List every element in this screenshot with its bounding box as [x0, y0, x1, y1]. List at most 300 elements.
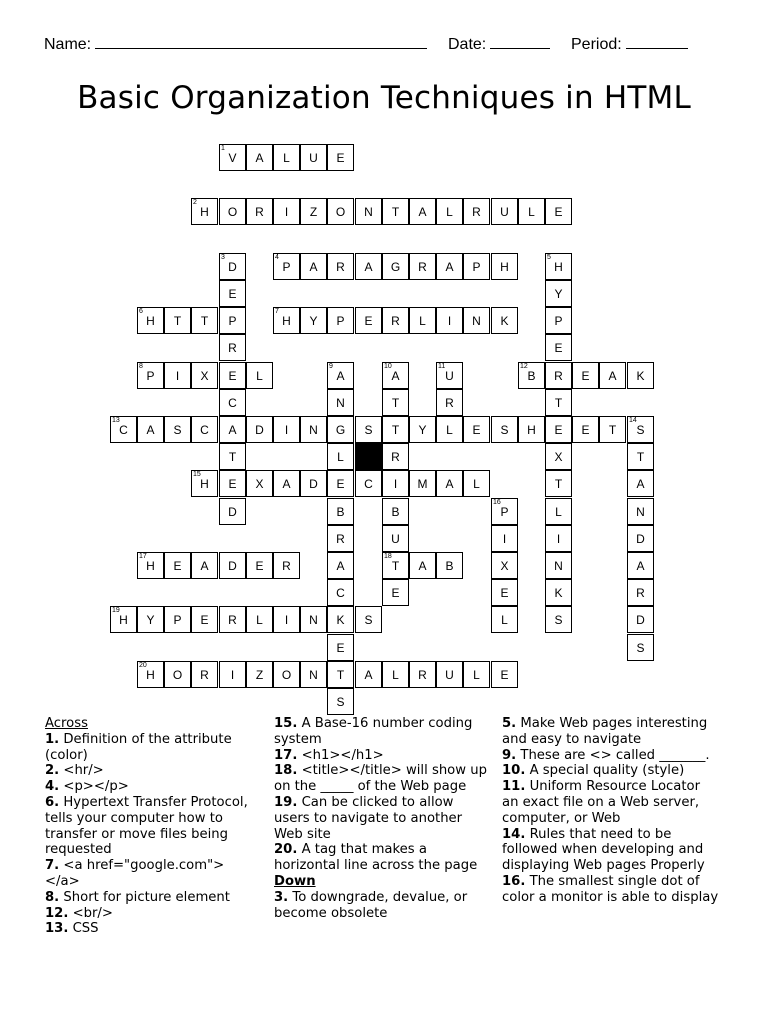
clue-number: 7	[275, 308, 279, 315]
grid-cell[interactable]	[219, 198, 246, 225]
cell-letter: R	[336, 531, 345, 546]
grid-cell[interactable]	[409, 307, 436, 334]
cell-letter: A	[200, 558, 209, 573]
grid-cell[interactable]	[436, 362, 463, 389]
cell-letter: N	[309, 612, 318, 627]
grid-cell[interactable]	[137, 606, 164, 633]
clue-number-label: 4.	[45, 779, 60, 795]
grid-cell[interactable]	[463, 661, 490, 688]
clue-text: The smallest single dot of color a monitor is able to display	[502, 873, 719, 905]
grid-cell[interactable]	[545, 389, 572, 416]
grid-cell[interactable]	[327, 579, 354, 606]
grid-cell[interactable]	[545, 416, 572, 443]
clue-text: <h1></h1>	[301, 747, 384, 763]
grid-cell[interactable]	[382, 443, 409, 470]
grid-cell[interactable]	[327, 443, 354, 470]
clue-number: 13	[112, 417, 120, 424]
grid-cell[interactable]	[219, 606, 246, 633]
grid-cell[interactable]	[545, 362, 572, 389]
cell-letter: C	[228, 395, 237, 410]
grid-cell[interactable]	[627, 470, 654, 497]
grid-cell[interactable]	[327, 606, 354, 633]
grid-cell[interactable]	[382, 579, 409, 606]
grid-cell[interactable]	[436, 416, 463, 443]
grid-cell[interactable]	[355, 470, 382, 497]
grid-cell[interactable]	[409, 253, 436, 280]
cell-letter: E	[228, 476, 237, 491]
clue-number-label: 6.	[45, 794, 60, 810]
clue-number-label: 2.	[45, 763, 60, 779]
cell-letter: E	[173, 558, 182, 573]
clue-number-label: 8.	[45, 889, 60, 905]
clue-text: A special quality (style)	[529, 763, 685, 779]
grid-cell[interactable]	[327, 661, 354, 688]
cell-letter: H	[500, 259, 509, 274]
clue-item	[274, 795, 492, 842]
grid-cell[interactable]	[137, 552, 164, 579]
cell-letter: N	[336, 395, 345, 410]
grid-cell[interactable]	[273, 416, 300, 443]
cell-letter: H	[554, 259, 563, 274]
cell-letter: N	[636, 504, 645, 519]
grid-cell[interactable]	[382, 498, 409, 525]
cell-letter: E	[364, 313, 373, 328]
cell-letter: S	[173, 422, 182, 437]
clue-text: These are <> called _______.	[520, 747, 710, 763]
grid-cell[interactable]	[191, 362, 218, 389]
grid-cell[interactable]	[137, 416, 164, 443]
cell-letter: I	[393, 476, 398, 491]
cell-letter: S	[336, 694, 345, 709]
grid-cell[interactable]	[327, 688, 354, 715]
grid-cell[interactable]	[545, 307, 572, 334]
grid-cell[interactable]	[327, 362, 354, 389]
cell-letter: Z	[309, 204, 318, 219]
grid-cell[interactable]	[436, 198, 463, 225]
cell-letter: K	[554, 585, 563, 600]
cell-letter: A	[418, 558, 427, 573]
grid-cell[interactable]	[273, 144, 300, 171]
cell-letter: H	[200, 204, 209, 219]
clue-number: 19	[112, 607, 120, 614]
clue-number: 18	[384, 553, 392, 560]
grid-cell[interactable]	[164, 307, 191, 334]
clues-column-3	[502, 716, 720, 906]
cell-letter: A	[445, 259, 454, 274]
grid-cell[interactable]	[246, 416, 273, 443]
cell-letter: R	[200, 667, 209, 682]
grid-cell[interactable]	[246, 470, 273, 497]
grid-cell[interactable]	[219, 144, 246, 171]
clue-number-label: 1.	[45, 731, 60, 747]
cell-letter: U	[309, 150, 318, 165]
grid-cell[interactable]	[246, 362, 273, 389]
grid-cell[interactable]	[436, 389, 463, 416]
grid-cell[interactable]	[137, 362, 164, 389]
grid-cell[interactable]	[273, 661, 300, 688]
grid-cell[interactable]	[409, 552, 436, 579]
grid-cell[interactable]	[219, 552, 246, 579]
grid-cell[interactable]	[518, 198, 545, 225]
grid-cell[interactable]	[436, 661, 463, 688]
grid-cell[interactable]	[300, 661, 327, 688]
grid-cell[interactable]	[491, 661, 518, 688]
clue-number-label: 13.	[45, 921, 69, 937]
clue-item	[502, 763, 720, 779]
grid-cell[interactable]	[491, 606, 518, 633]
cell-letter: L	[528, 204, 535, 219]
cell-letter: R	[336, 259, 345, 274]
grid-cell[interactable]	[545, 552, 572, 579]
cell-letter: E	[336, 476, 345, 491]
cell-letter: T	[636, 449, 645, 464]
grid-cell[interactable]	[382, 552, 409, 579]
grid-cell[interactable]	[545, 280, 572, 307]
grid-cell[interactable]	[545, 470, 572, 497]
grid-cell[interactable]	[463, 307, 490, 334]
clue-text: Rules that need to be followed when developing and displaying Web pages Properly	[502, 826, 705, 874]
clue-text: <title></title> will show up on the _____ of the Web page	[274, 763, 487, 795]
clue-item	[502, 874, 720, 906]
cell-letter: K	[336, 612, 345, 627]
grid-cell[interactable]	[273, 606, 300, 633]
grid-cell[interactable]	[627, 362, 654, 389]
down-clue-list-1	[274, 890, 492, 922]
grid-cell[interactable]	[327, 498, 354, 525]
cell-letter: H	[146, 313, 155, 328]
grid-cell[interactable]	[300, 198, 327, 225]
clue-item	[45, 763, 255, 779]
cell-letter: L	[256, 368, 263, 383]
grid-cell[interactable]	[300, 470, 327, 497]
cell-letter: X	[500, 558, 509, 573]
grid-cell[interactable]	[545, 525, 572, 552]
grid-cell[interactable]	[219, 661, 246, 688]
cell-letter: A	[364, 259, 373, 274]
grid-cell[interactable]	[246, 198, 273, 225]
cell-letter: L	[256, 612, 263, 627]
grid-cell[interactable]	[436, 253, 463, 280]
cell-letter: D	[309, 476, 318, 491]
cell-letter: A	[282, 476, 291, 491]
grid-cell[interactable]	[518, 362, 545, 389]
grid-cell[interactable]	[273, 552, 300, 579]
cell-letter: T	[173, 313, 182, 328]
grid-cell[interactable]	[409, 416, 436, 443]
grid-cell[interactable]	[545, 606, 572, 633]
cell-letter: X	[554, 449, 563, 464]
grid-cell[interactable]	[246, 606, 273, 633]
grid-cell[interactable]	[164, 416, 191, 443]
cell-letter: H	[146, 667, 155, 682]
black-square	[355, 443, 382, 470]
grid-cell[interactable]	[436, 552, 463, 579]
grid-cell[interactable]	[627, 525, 654, 552]
grid-cell[interactable]	[273, 470, 300, 497]
cell-letter: K	[500, 313, 509, 328]
grid-cell[interactable]	[491, 525, 518, 552]
clue-item	[274, 890, 492, 922]
grid-cell[interactable]	[463, 198, 490, 225]
grid-cell[interactable]	[355, 606, 382, 633]
cell-letter: X	[255, 476, 264, 491]
cell-letter: E	[581, 368, 590, 383]
cell-letter: B	[391, 504, 400, 519]
grid-cell[interactable]	[545, 498, 572, 525]
cell-letter: D	[228, 558, 237, 573]
grid-cell[interactable]	[164, 661, 191, 688]
grid-cell[interactable]	[355, 307, 382, 334]
grid-cell[interactable]	[409, 470, 436, 497]
grid-cell[interactable]	[327, 307, 354, 334]
grid-cell[interactable]	[627, 606, 654, 633]
grid-cell[interactable]	[300, 416, 327, 443]
grid-cell[interactable]	[355, 661, 382, 688]
grid-cell[interactable]	[191, 661, 218, 688]
grid-cell[interactable]	[382, 470, 409, 497]
grid-cell[interactable]	[409, 661, 436, 688]
cell-letter: U	[445, 667, 454, 682]
grid-cell[interactable]	[327, 525, 354, 552]
grid-cell[interactable]	[627, 634, 654, 661]
clue-number: 20	[139, 662, 147, 669]
cell-letter: A	[445, 476, 454, 491]
grid-cell[interactable]	[246, 552, 273, 579]
cell-letter: X	[200, 368, 209, 383]
grid-cell[interactable]	[273, 307, 300, 334]
cell-letter: E	[554, 204, 563, 219]
clue-item	[45, 906, 255, 922]
grid-cell[interactable]	[463, 416, 490, 443]
cell-letter: D	[636, 612, 645, 627]
cell-letter: T	[391, 395, 400, 410]
grid-cell[interactable]	[627, 552, 654, 579]
grid-cell[interactable]	[191, 606, 218, 633]
cell-letter: A	[228, 422, 237, 437]
cell-letter: P	[173, 612, 182, 627]
cell-letter: L	[392, 667, 399, 682]
grid-cell[interactable]	[382, 416, 409, 443]
clue-number: 5	[547, 254, 551, 261]
cell-letter: L	[501, 612, 508, 627]
grid-cell[interactable]	[327, 144, 354, 171]
grid-cell[interactable]	[191, 198, 218, 225]
date-label: Date:	[448, 36, 487, 53]
name-label: Name:	[44, 36, 92, 53]
clue-number-label: 10.	[502, 763, 526, 779]
grid-cell[interactable]	[219, 334, 246, 361]
cell-letter: A	[418, 204, 427, 219]
grid-cell[interactable]	[463, 470, 490, 497]
cell-letter: S	[636, 422, 645, 437]
grid-cell[interactable]	[327, 416, 354, 443]
grid-cell[interactable]	[355, 416, 382, 443]
grid-cell[interactable]	[327, 389, 354, 416]
grid-cell[interactable]	[382, 661, 409, 688]
clue-item	[45, 795, 255, 858]
cell-letter: K	[636, 368, 645, 383]
grid-cell[interactable]	[273, 198, 300, 225]
clue-number: 11	[438, 363, 446, 370]
cell-letter: P	[336, 313, 345, 328]
cell-letter: H	[200, 476, 209, 491]
grid-cell[interactable]	[382, 525, 409, 552]
grid-cell[interactable]	[110, 606, 137, 633]
grid-cell[interactable]	[300, 606, 327, 633]
grid-cell[interactable]	[300, 144, 327, 171]
clue-number: 10	[384, 363, 392, 370]
cell-letter: C	[119, 422, 128, 437]
grid-cell[interactable]	[545, 579, 572, 606]
grid-cell[interactable]	[382, 198, 409, 225]
grid-cell[interactable]	[191, 552, 218, 579]
cell-letter: V	[228, 150, 237, 165]
clue-item	[45, 779, 255, 795]
cell-letter: L	[337, 449, 344, 464]
grid-cell[interactable]	[300, 307, 327, 334]
grid-cell[interactable]	[409, 198, 436, 225]
grid-cell[interactable]	[545, 253, 572, 280]
grid-cell[interactable]	[273, 253, 300, 280]
grid-cell[interactable]	[219, 307, 246, 334]
grid-cell[interactable]	[219, 443, 246, 470]
cell-letter: E	[554, 340, 563, 355]
grid-cell[interactable]	[219, 280, 246, 307]
grid-cell[interactable]	[572, 416, 599, 443]
grid-cell[interactable]	[137, 307, 164, 334]
clue-number-label: 17.	[274, 747, 298, 763]
cell-letter: T	[200, 313, 209, 328]
grid-cell[interactable]	[627, 416, 654, 443]
grid-cell[interactable]	[191, 307, 218, 334]
grid-cell[interactable]	[627, 579, 654, 606]
cell-letter: E	[391, 585, 400, 600]
cell-letter: A	[336, 368, 345, 383]
grid-cell[interactable]	[545, 334, 572, 361]
grid-cell[interactable]	[491, 307, 518, 334]
cell-letter: E	[472, 422, 481, 437]
cell-letter: R	[418, 259, 427, 274]
cell-letter: E	[228, 368, 237, 383]
grid-cell[interactable]	[491, 253, 518, 280]
clue-item	[45, 732, 255, 764]
grid-cell[interactable]	[545, 443, 572, 470]
cell-letter: Y	[554, 286, 563, 301]
cell-letter: H	[527, 422, 536, 437]
grid-cell[interactable]	[164, 362, 191, 389]
grid-cell[interactable]	[463, 253, 490, 280]
cell-letter: T	[391, 558, 400, 573]
grid-cell[interactable]	[355, 198, 382, 225]
grid-cell[interactable]	[382, 307, 409, 334]
clue-number: 15	[193, 471, 201, 478]
cell-letter: D	[636, 531, 645, 546]
grid-cell[interactable]	[191, 416, 218, 443]
grid-cell[interactable]	[327, 253, 354, 280]
cell-letter: B	[445, 558, 454, 573]
grid-cell[interactable]	[491, 198, 518, 225]
grid-cell[interactable]	[627, 443, 654, 470]
cell-letter: H	[146, 558, 155, 573]
grid-cell[interactable]	[219, 470, 246, 497]
grid-cell[interactable]	[436, 307, 463, 334]
clue-text: Definition of the attribute (color)	[45, 731, 232, 763]
clue-number: 16	[493, 499, 501, 506]
grid-cell[interactable]	[246, 144, 273, 171]
grid-cell[interactable]	[219, 416, 246, 443]
grid-cell[interactable]	[137, 661, 164, 688]
cell-letter: P	[472, 259, 481, 274]
cell-letter: E	[336, 150, 345, 165]
grid-cell[interactable]	[164, 606, 191, 633]
grid-cell[interactable]	[436, 470, 463, 497]
grid-cell[interactable]	[572, 362, 599, 389]
cell-letter: T	[391, 204, 400, 219]
clue-number: 4	[275, 254, 279, 261]
clue-text: CSS	[72, 921, 99, 937]
clue-number-label: 5.	[502, 716, 517, 731]
cell-letter: E	[228, 286, 237, 301]
grid-cell[interactable]	[219, 498, 246, 525]
grid-cell[interactable]	[355, 253, 382, 280]
grid-cell[interactable]	[219, 389, 246, 416]
grid-cell[interactable]	[164, 552, 191, 579]
grid-cell[interactable]	[545, 198, 572, 225]
cell-letter: L	[473, 476, 480, 491]
grid-cell[interactable]	[382, 362, 409, 389]
cell-letter: O	[227, 204, 238, 219]
grid-cell[interactable]	[327, 634, 354, 661]
grid-cell[interactable]	[627, 498, 654, 525]
grid-cell[interactable]	[491, 416, 518, 443]
grid-cell[interactable]	[599, 362, 626, 389]
grid-cell[interactable]	[491, 579, 518, 606]
cell-letter: P	[228, 313, 237, 328]
cell-letter: N	[472, 313, 481, 328]
grid-cell[interactable]	[518, 416, 545, 443]
grid-cell[interactable]	[191, 470, 218, 497]
cell-letter: E	[581, 422, 590, 437]
clue-number-label: 12.	[45, 905, 69, 921]
cell-letter: Y	[418, 422, 427, 437]
cell-letter: C	[336, 585, 345, 600]
grid-cell[interactable]	[382, 253, 409, 280]
grid-cell[interactable]	[246, 661, 273, 688]
cell-letter: U	[391, 531, 400, 546]
cell-letter: E	[336, 640, 345, 655]
grid-cell[interactable]	[599, 416, 626, 443]
cell-letter: L	[473, 667, 480, 682]
grid-cell[interactable]	[300, 253, 327, 280]
grid-cell[interactable]	[491, 498, 518, 525]
grid-cell[interactable]	[327, 552, 354, 579]
clue-text: A Base-16 number coding system	[274, 716, 473, 747]
cell-letter: R	[391, 449, 400, 464]
clue-item	[502, 779, 720, 826]
grid-cell[interactable]	[110, 416, 137, 443]
grid-cell[interactable]	[219, 362, 246, 389]
grid-cell[interactable]	[491, 552, 518, 579]
grid-cell[interactable]	[327, 470, 354, 497]
cell-letter: P	[282, 259, 291, 274]
grid-cell[interactable]	[382, 389, 409, 416]
clue-number: 9	[329, 363, 333, 370]
cell-letter: A	[309, 259, 318, 274]
grid-cell[interactable]	[219, 253, 246, 280]
cell-letter: G	[390, 259, 401, 274]
cell-letter: R	[418, 667, 427, 682]
grid-cell[interactable]	[327, 198, 354, 225]
